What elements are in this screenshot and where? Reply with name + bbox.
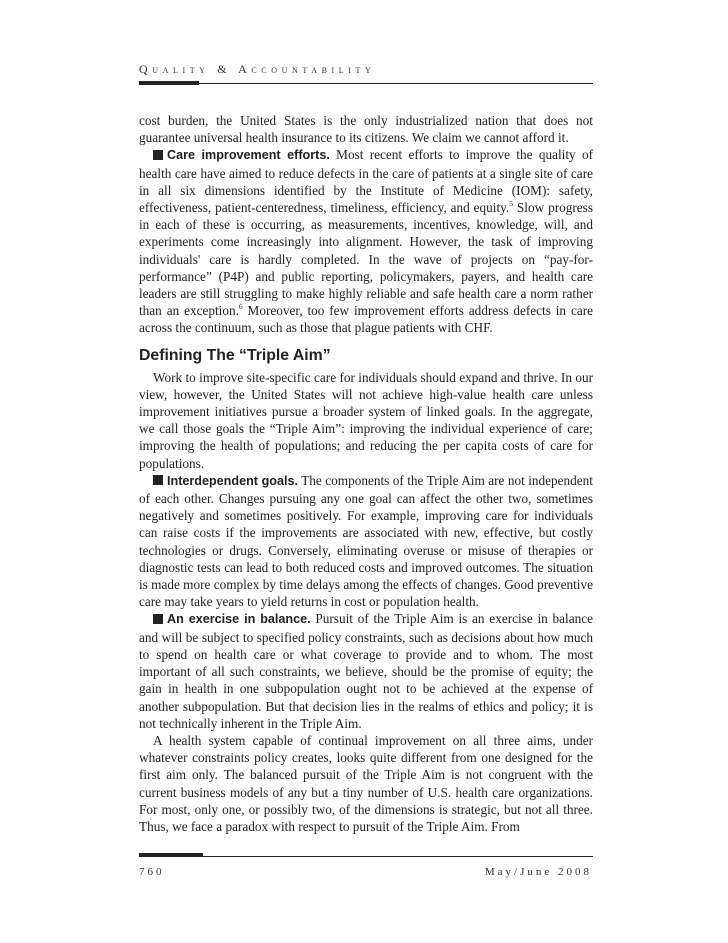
running-head: Quality & Accountability [139, 62, 376, 76]
article-body [139, 112, 593, 835]
paragraph [139, 732, 593, 835]
footnote-ref: 6 [238, 302, 243, 312]
square-bullet-icon [153, 614, 163, 624]
paragraph-balance [139, 610, 593, 731]
paragraph-text: Most recent efforts to improve the quality of health care have aimed to reduce defects in the care of patients at a single site of care in all six dimensions identified by the Institute of Medicine (IOM): safety, effectiveness, patient-centeredness, timeliness, efficiency, and equity. [139, 147, 593, 216]
run-in-heading: Care improvement efforts. [167, 148, 330, 163]
paragraph-care-improvement [139, 146, 593, 336]
square-bullet-icon [153, 475, 163, 485]
header-rule [139, 83, 593, 84]
paragraph-text: Pursuit of the Triple Aim is an exercise in balance and will be subject to specified policy constraints, such as decisions about how much to spend on health care or what coverage to provide and to whom. The most important of all such constraints, we believe, should be the promise of equity; the gain in health in one subpopulation ought not to be achieved at the expense of another subpopulation. But that decision lies in the realms of ethics and policy; it is not technically inherent in the Triple Aim. [139, 611, 593, 731]
footer-rule [139, 856, 593, 857]
paragraph-text: Work to improve site-specific care for individuals should expand and thrive. In our view, however, the United States will not achieve high-value health care unless improvement initiatives pursue a broader system of linked goals. In the aggregate, we call those goals the “Triple Aim”: improving the individual experience of care; improving the health of populations; and reducing the per capita costs of care for populations. [139, 369, 593, 471]
paragraph-text: The components of the Triple Aim are not independent of each other. Changes pursuing any one goal can affect the other two, sometimes negatively and sometimes positively. For example, improving care for individuals can raise costs if the improvements are associated with new, effective, but costly technologies or drugs. Conversely, eliminating overuse or misuse of therapies or diagnostic tests can lead to both reduced costs and improved outcomes. The situation is made more complex by time delays among the effects of changes. Good preventive care may take years to yield returns in cost or population health. [139, 472, 593, 610]
paragraph-text: Moreover, too few improvement efforts address defects in care across the continuum, such as those that plague patients with CHF. [139, 303, 593, 336]
section-heading: Defining The “Triple Aim” [139, 346, 331, 364]
run-in-heading: Interdependent goals. [167, 473, 298, 488]
paragraph-interdependent [139, 472, 593, 611]
page-number: 760 [139, 866, 165, 878]
paragraph-text: cost burden, the United States is the only industrialized nation that does not guarantee universal health insurance to its citizens. We claim we cannot afford it. [139, 113, 593, 146]
paragraph [139, 369, 593, 472]
run-in-heading: An exercise in balance. [167, 612, 311, 627]
square-bullet-icon [153, 150, 163, 160]
footnote-ref: 5 [509, 199, 513, 209]
issue-date: May/June 2008 [484, 866, 592, 878]
paragraph-text: A health system capable of continual improvement on all three aims, under whatever constraints policy creates, looks quite different from one designed for the first aim only. The balanced pursuit of the Triple Aim is not congruent with the current business models of any but a tiny number of U.S. health care organizations. For most, only one, or possibly two, of the dimensions is strategic, but not all three. Thus, we face a paradox with respect to pursuit of the Triple Aim. From [139, 732, 593, 834]
paragraph [139, 112, 593, 146]
paragraph-text: Slow progress in each of these is occurring, as measurements, incentives, knowledge, will, and experiments come increasingly into alignment. However, the task of improving individuals' care is hardly completed. In the wave of projects on “pay-for-performance” (P4P) and public reporting, policymakers, payers, and health care leaders are still struggling to make highly reliable and safe health care a norm rather than an exception. [139, 200, 593, 319]
